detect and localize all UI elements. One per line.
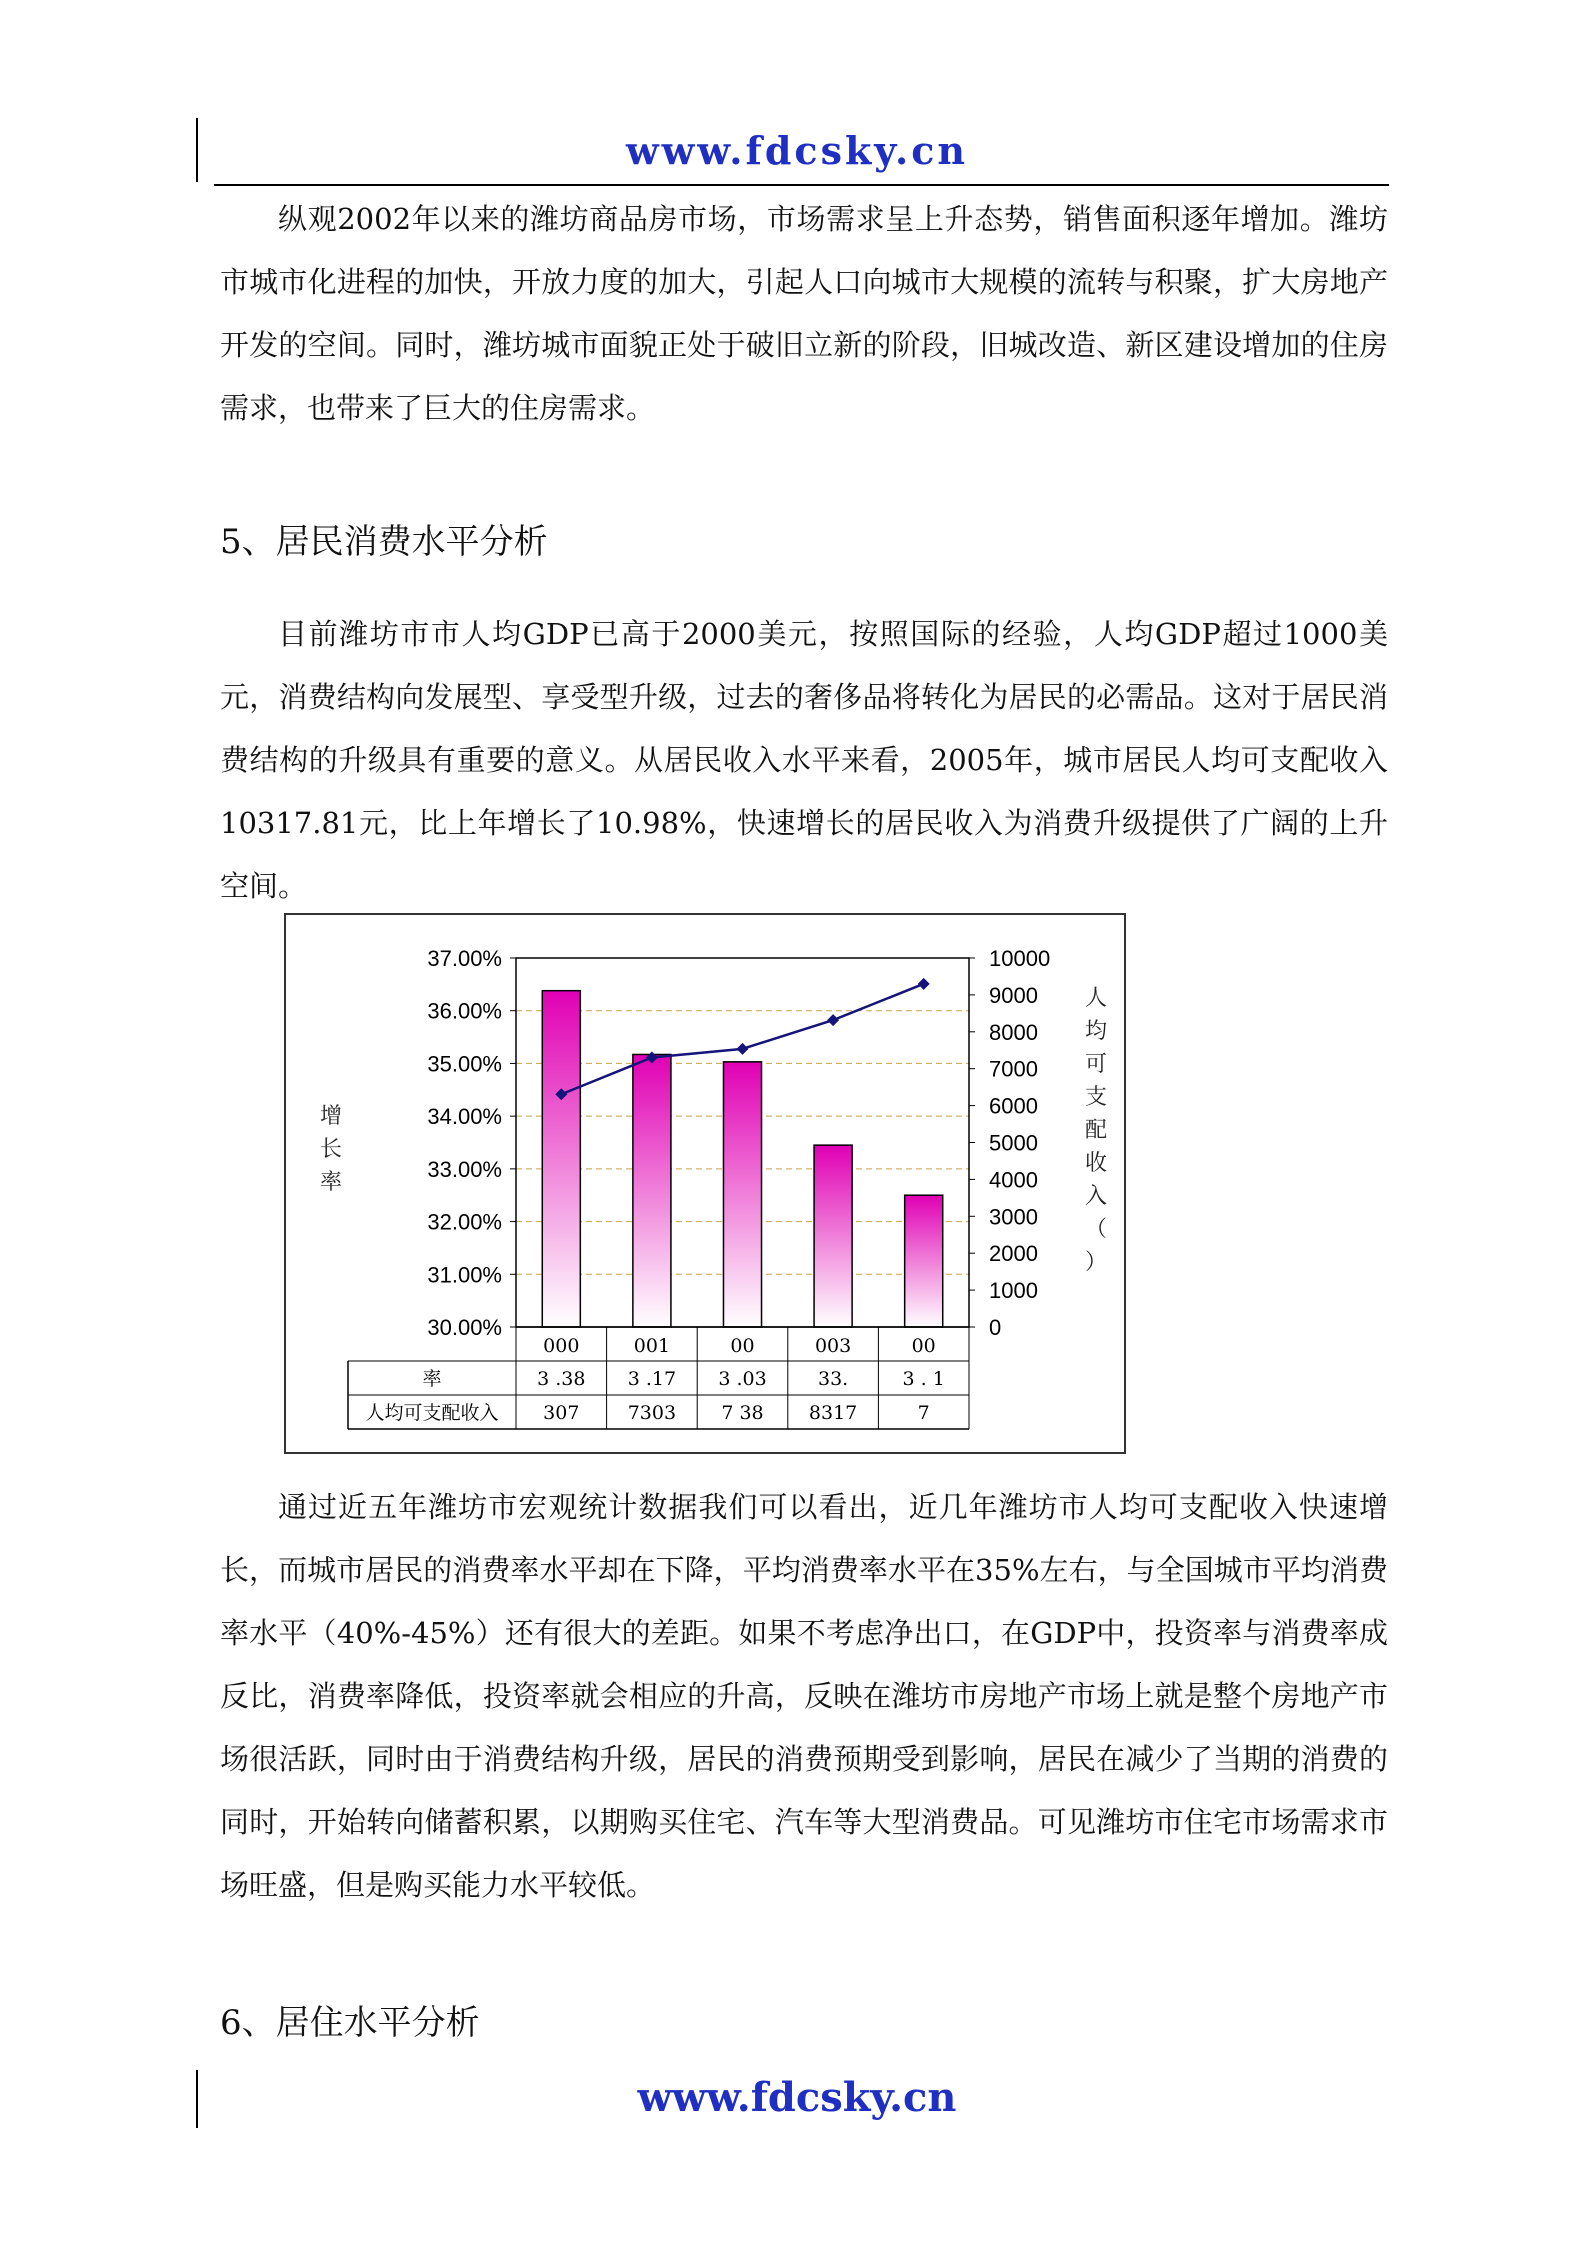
axis-label-char: 人 [1084,986,1108,1011]
left-tick-label: 35.00% [427,1051,502,1077]
left-tick-label: 36.00% [427,998,502,1024]
axis-label-char: 支 [1084,1085,1108,1110]
line-point [827,1014,839,1026]
right-tick-label: 4000 [989,1167,1038,1193]
section-heading-consumption: 5、居民消费水平分析 [220,522,548,562]
left-tick-label: 31.00% [427,1262,502,1288]
left-tick-label: 33.00% [427,1156,502,1182]
table-cell: 3 .03 [718,1368,767,1390]
left-tick-label: 32.00% [427,1209,502,1235]
paragraph-income-analysis: 通过近五年潍坊市宏观统计数据我们可以看出，近几年潍坊市人均可支配收入快速增长，而城市居民的消费率水平却在下降，平均消费率水平在35%左右，与全国城市平均消费率水平（40%-45%）还有很大的差距。如果不考虑净出口，在GDP中，投资率与消费率成反比，消费率降低，投资率就会相应的升高，反映在潍坊市房地产市场上就是整个房地产市场很活跃，同时由于消费结构升级，居民的消费预期受到影响，居民在减少了当期的消费的同时，开始转向储蓄积累，以期购买住宅、汽车等大型消费品。可见潍坊市住宅市场需求市场旺盛，但是购买能力水平较低。 [220,1490,1388,1902]
right-tick-label: 7000 [989,1056,1038,1082]
y-axis-label [320,1104,342,1195]
table-cell: 7 [917,1402,930,1424]
right-tick-label: 5000 [989,1130,1038,1156]
axis-label-char: 收 [1084,1151,1108,1176]
consumption-income-chart [286,915,1124,1452]
axis-label-char: 均 [1084,1019,1108,1044]
bar [905,1195,943,1327]
section-heading-housing: 6、居住水平分析 [220,2003,480,2043]
axis-label-char: ） [1084,1250,1108,1275]
table-row-label: 率 [422,1368,442,1390]
category-label: 001 [633,1335,671,1357]
category-label: 003 [814,1335,852,1357]
y2-axis-label [1085,986,1107,1275]
table-cell: 3 .38 [537,1368,586,1390]
header-url: www.fdcsky.cn [625,128,969,173]
line-point [918,978,930,990]
header-rule [214,184,1389,186]
right-tick-label: 0 [989,1315,1002,1340]
left-tick-label: 30.00% [427,1315,502,1340]
table-cell: 7 38 [721,1402,764,1424]
right-tick-label: 1000 [989,1278,1038,1304]
category-label: 00 [911,1335,936,1357]
bar [814,1145,852,1327]
table-cell: 8317 [808,1402,858,1424]
axis-label-char: 率 [319,1170,343,1195]
axis-label-char: 增 [319,1104,343,1129]
right-tick-label: 2000 [989,1241,1038,1267]
right-tick-label: 10000 [989,946,1051,971]
right-tick-label: 6000 [989,1093,1038,1119]
category-label: 00 [730,1335,755,1357]
bar [633,1054,671,1327]
left-tick-label: 34.00% [427,1104,502,1130]
category-label: 000 [543,1335,580,1357]
right-tick-label: 9000 [989,982,1038,1008]
paragraph-market-demand: 纵观2002年以来的潍坊商品房市场，市场需求呈上升态势，销售面积逐年增加。潍坊市城市化进程的加快，开放力度的加大，引起人口向城市大规模的流转与积聚，扩大房地产开发的空间。同时，潍坊城市面貌正处于破旧立新的阶段，旧城改造、新区建设增加的住房需求，也带来了巨大的住房需求。 [220,202,1388,425]
axis-label-char: 长 [319,1137,343,1162]
table-row-label: 人均可支配收入 [365,1402,499,1424]
table-cell: 307 [543,1402,580,1424]
axis-label-char: 配 [1084,1118,1108,1143]
axis-label-char: （ [1084,1217,1108,1242]
footer-url: www.fdcsky.cn [637,2074,957,2121]
bar [542,991,580,1327]
bar [723,1062,761,1327]
paragraph-consumption-level: 目前潍坊市市人均GDP已高于2000美元，按照国际的经验，人均GDP超过1000美元，消费结构向发展型、享受型升级，过去的奢侈品将转化为居民的必需品。这对于居民消费结构的升级具有重要的意义。从居民收入水平来看，2005年，城市居民人均可支配收入10317.81元，比上年增长了10.98%，快速增长的居民收入为消费升级提供了广阔的上升空间。 [220,617,1388,903]
table-cell: 3 . 1 [902,1368,945,1390]
table-cell: 7303 [627,1402,677,1424]
axis-label-char: 可 [1084,1052,1108,1077]
line-point [737,1043,749,1055]
table-cell: 33. [817,1368,849,1390]
right-tick-label: 3000 [989,1204,1038,1230]
axis-label-char: 入 [1084,1184,1108,1209]
table-cell: 3 .17 [627,1368,677,1390]
right-tick-label: 8000 [989,1019,1038,1045]
chart-frame [284,913,1126,1454]
left-tick-label: 37.00% [427,946,502,971]
